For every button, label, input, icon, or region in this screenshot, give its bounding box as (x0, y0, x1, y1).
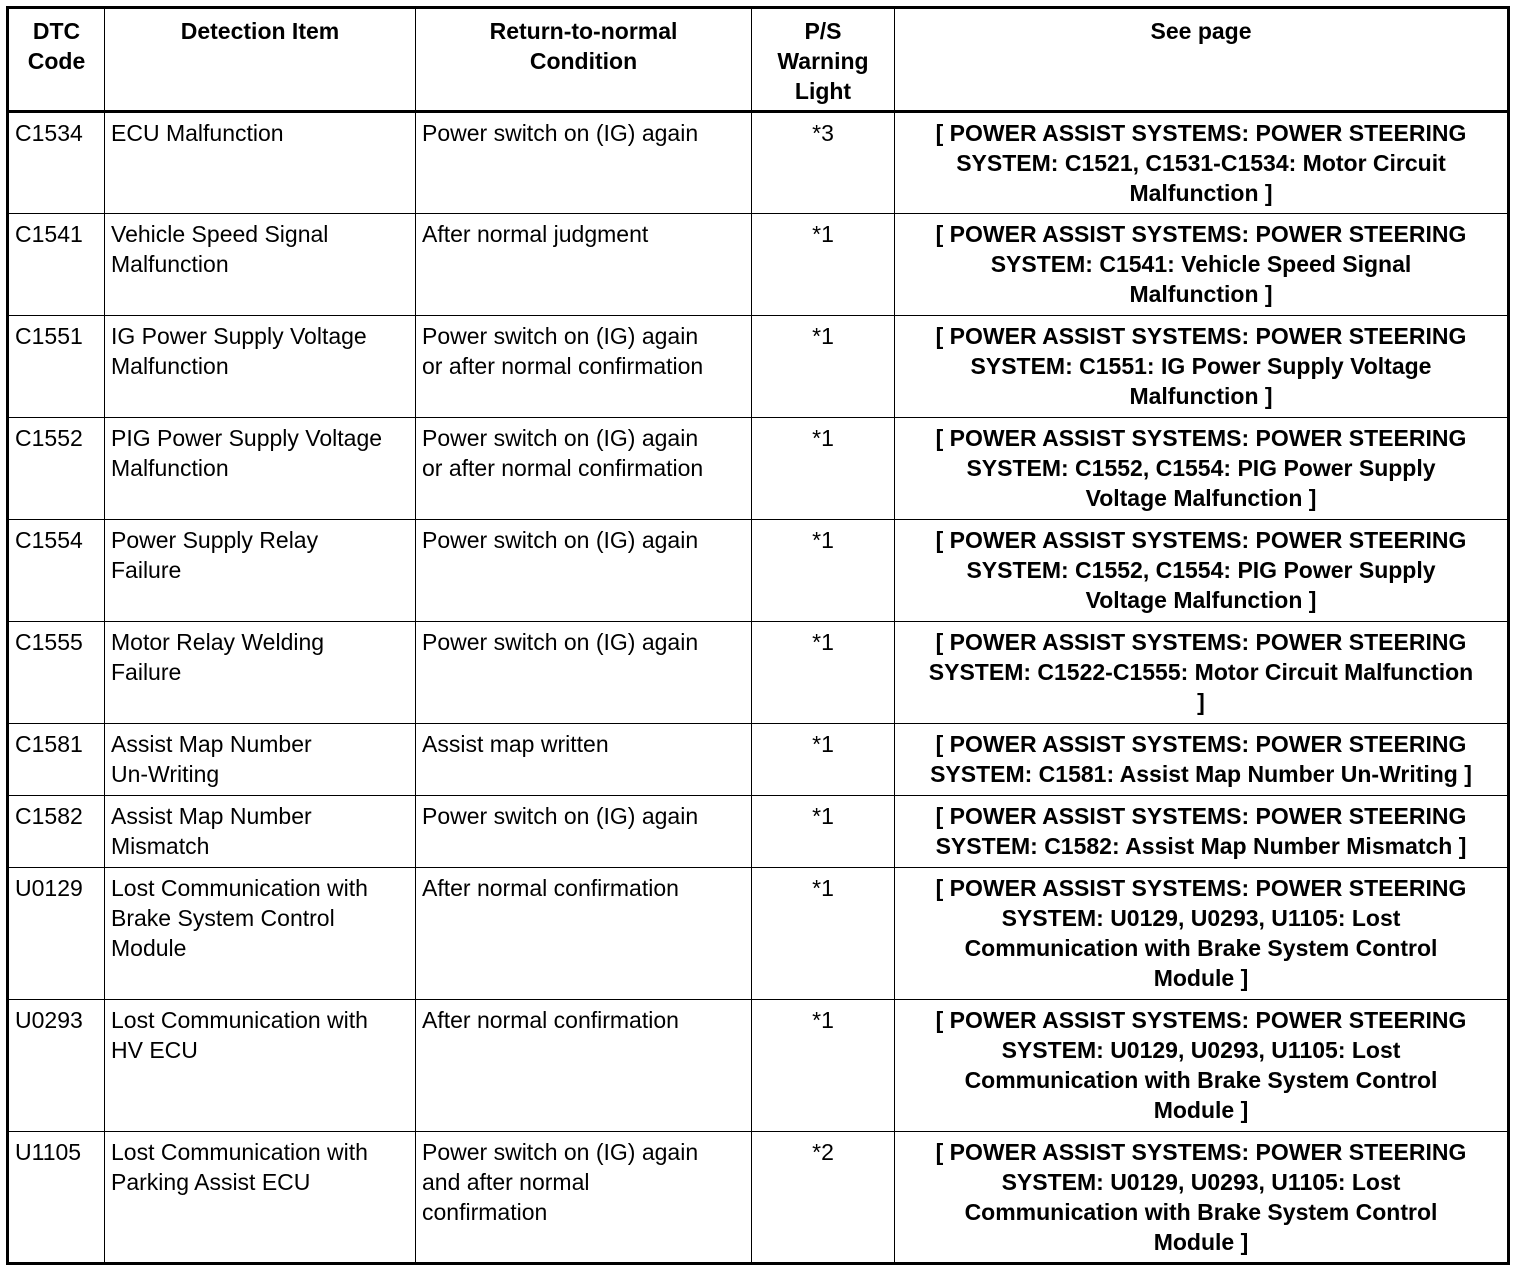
text-line: Failure (111, 557, 182, 583)
return-condition-cell (416, 868, 752, 1000)
header-ps-warning-light (752, 8, 895, 112)
return-condition-cell (416, 796, 752, 868)
text-line: Power switch on (IG) again (422, 629, 699, 655)
ps-warning-light-cell: *1 (752, 868, 895, 1000)
ps-warning-light-cell: *1 (752, 622, 895, 724)
header-see-page (895, 8, 1509, 112)
text-line: confirmation (422, 1199, 548, 1225)
text-line: Lost Communication with (111, 1139, 368, 1165)
text-line: Detection Item (180, 18, 340, 44)
text-line: [ POWER ASSIST SYSTEMS: POWER STEERING (935, 221, 1467, 247)
text-line: Assist Map Number (111, 731, 312, 757)
text-line: Module (111, 935, 187, 961)
dtc-code-cell: U1105 (8, 1132, 105, 1264)
ps-warning-light-cell: *1 (752, 796, 895, 868)
dtc-code-cell: U0293 (8, 1000, 105, 1132)
see-page-link (895, 796, 1509, 868)
text-line: Malfunction (111, 455, 229, 481)
ps-warning-light-cell: *2 (752, 1132, 895, 1264)
table-row (8, 868, 1509, 1000)
dtc-code-cell: C1551 (8, 316, 105, 418)
dtc-table (6, 6, 1510, 1265)
ps-warning-light-cell: *1 (752, 418, 895, 520)
text-line: SYSTEM: C1521, C1531-C1534: Motor Circuit (956, 150, 1446, 176)
see-page-link (895, 724, 1509, 796)
text-line: Module ] (1153, 965, 1249, 991)
text-line: After normal confirmation (422, 1007, 679, 1033)
text-line: [ POWER ASSIST SYSTEMS: POWER STEERING (935, 120, 1467, 146)
ps-warning-light-cell: *1 (752, 520, 895, 622)
return-condition-cell (416, 316, 752, 418)
text-line: Vehicle Speed Signal (111, 221, 329, 247)
text-line: Malfunction ] (1129, 383, 1273, 409)
text-line: Light (794, 78, 852, 104)
table-row (8, 1132, 1509, 1264)
table-row (8, 418, 1509, 520)
table-header (8, 8, 1509, 112)
text-line: or after normal confirmation (422, 455, 704, 481)
text-line: Warning (777, 48, 869, 74)
text-line: [ POWER ASSIST SYSTEMS: POWER STEERING (935, 629, 1467, 655)
see-page-link (895, 868, 1509, 1000)
ps-warning-light-cell: *1 (752, 1000, 895, 1132)
text-line: Mismatch (111, 833, 210, 859)
text-line: Condition (529, 48, 638, 74)
text-line: After normal judgment (422, 221, 649, 247)
ps-warning-light-cell: *1 (752, 214, 895, 316)
return-condition-cell (416, 724, 752, 796)
dtc-code-cell: C1541 (8, 214, 105, 316)
text-line: Malfunction ] (1129, 180, 1273, 206)
text-line: Voltage Malfunction ] (1085, 587, 1317, 613)
text-line: Power switch on (IG) again (422, 803, 699, 829)
text-line: SYSTEM: C1582: Assist Map Number Mismatch ] (935, 833, 1467, 859)
dtc-code-cell: C1552 (8, 418, 105, 520)
text-line: SYSTEM: U0129, U0293, U1105: Lost (1001, 905, 1401, 931)
text-line: [ POWER ASSIST SYSTEMS: POWER STEERING (935, 875, 1467, 901)
text-line: Power switch on (IG) again (422, 425, 699, 451)
detection-item-cell (105, 418, 416, 520)
return-condition-cell (416, 112, 752, 214)
text-line: Brake System Control (111, 905, 335, 931)
dtc-code-cell: C1581 (8, 724, 105, 796)
detection-item-cell (105, 316, 416, 418)
text-line: [ POWER ASSIST SYSTEMS: POWER STEERING (935, 1007, 1467, 1033)
text-line: Communication with Brake System Control (964, 1199, 1438, 1225)
detection-item-cell (105, 622, 416, 724)
text-line: Power switch on (IG) again (422, 323, 699, 349)
text-line: SYSTEM: C1581: Assist Map Number Un-Writing ] (930, 761, 1472, 787)
detection-item-cell (105, 112, 416, 214)
text-line: [ POWER ASSIST SYSTEMS: POWER STEERING (935, 527, 1467, 553)
dtc-code-cell: U0129 (8, 868, 105, 1000)
table-row (8, 112, 1509, 214)
text-line: SYSTEM: C1541: Vehicle Speed Signal (990, 251, 1412, 277)
detection-item-cell (105, 1000, 416, 1132)
text-line: Voltage Malfunction ] (1085, 485, 1317, 511)
text-line: Power switch on (IG) again (422, 120, 699, 146)
see-page-link (895, 1132, 1509, 1264)
header-row (8, 8, 1509, 112)
text-line: Un-Writing (111, 761, 220, 787)
text-line: Communication with Brake System Control (964, 1067, 1438, 1093)
table-row (8, 520, 1509, 622)
ps-warning-light-cell: *1 (752, 724, 895, 796)
text-line: SYSTEM: U0129, U0293, U1105: Lost (1001, 1169, 1401, 1195)
text-line: Communication with Brake System Control (964, 935, 1438, 961)
text-line: SYSTEM: U0129, U0293, U1105: Lost (1001, 1037, 1401, 1063)
return-condition-cell (416, 1000, 752, 1132)
text-line: ] (1197, 689, 1205, 715)
text-line: After normal confirmation (422, 875, 679, 901)
text-line: PIG Power Supply Voltage (111, 425, 383, 451)
text-line: HV ECU (111, 1037, 198, 1063)
header-return-condition (416, 8, 752, 112)
text-line: Malfunction (111, 353, 229, 379)
text-line: Lost Communication with (111, 1007, 368, 1033)
text-line: Failure (111, 659, 182, 685)
text-line: Power Supply Relay (111, 527, 319, 553)
text-line: Power switch on (IG) again (422, 527, 699, 553)
ps-warning-light-cell: *3 (752, 112, 895, 214)
detection-item-cell (105, 724, 416, 796)
text-line: Assist Map Number (111, 803, 312, 829)
return-condition-cell (416, 1132, 752, 1264)
table-row (8, 1000, 1509, 1132)
see-page-link (895, 1000, 1509, 1132)
table-row (8, 796, 1509, 868)
dtc-code-cell: C1534 (8, 112, 105, 214)
text-line: or after normal confirmation (422, 353, 704, 379)
detection-item-cell (105, 796, 416, 868)
text-line: Motor Relay Welding (111, 629, 325, 655)
text-line: SYSTEM: C1552, C1554: PIG Power Supply (966, 557, 1436, 583)
text-line: Malfunction (111, 251, 229, 277)
see-page-link (895, 418, 1509, 520)
text-line: [ POWER ASSIST SYSTEMS: POWER STEERING (935, 1139, 1467, 1165)
text-line: SYSTEM: C1551: IG Power Supply Voltage (970, 353, 1432, 379)
dtc-code-cell: C1554 (8, 520, 105, 622)
detection-item-cell (105, 868, 416, 1000)
detection-item-cell (105, 520, 416, 622)
text-line: SYSTEM: C1552, C1554: PIG Power Supply (966, 455, 1436, 481)
see-page-link (895, 112, 1509, 214)
header-detection-item (105, 8, 416, 112)
text-line: Parking Assist ECU (111, 1169, 311, 1195)
see-page-link (895, 622, 1509, 724)
table-body (8, 112, 1509, 1264)
text-line: [ POWER ASSIST SYSTEMS: POWER STEERING (935, 731, 1467, 757)
text-line: and after normal (422, 1169, 590, 1195)
text-line: P/S (804, 18, 842, 44)
table-row (8, 214, 1509, 316)
table-row (8, 724, 1509, 796)
text-line: DTC (32, 18, 81, 44)
text-line: See page (1150, 18, 1252, 44)
text-line: Return-to-normal (489, 18, 678, 44)
dtc-code-cell: C1582 (8, 796, 105, 868)
text-line: Assist map written (422, 731, 609, 757)
table-row (8, 316, 1509, 418)
text-line: SYSTEM: C1522-C1555: Motor Circuit Malfunction (928, 659, 1474, 685)
text-line: [ POWER ASSIST SYSTEMS: POWER STEERING (935, 323, 1467, 349)
detection-item-cell (105, 1132, 416, 1264)
text-line: ECU Malfunction (111, 120, 284, 146)
text-line: Code (27, 48, 86, 74)
ps-warning-light-cell: *1 (752, 316, 895, 418)
text-line: Malfunction ] (1129, 281, 1273, 307)
text-line: IG Power Supply Voltage (111, 323, 367, 349)
detection-item-cell (105, 214, 416, 316)
return-condition-cell (416, 520, 752, 622)
table-row (8, 622, 1509, 724)
return-condition-cell (416, 418, 752, 520)
see-page-link (895, 520, 1509, 622)
see-page-link (895, 316, 1509, 418)
return-condition-cell (416, 214, 752, 316)
text-line: Module ] (1153, 1229, 1249, 1255)
text-line: [ POWER ASSIST SYSTEMS: POWER STEERING (935, 425, 1467, 451)
return-condition-cell (416, 622, 752, 724)
see-page-link (895, 214, 1509, 316)
text-line: Module ] (1153, 1097, 1249, 1123)
header-dtc-code (8, 8, 105, 112)
text-line: [ POWER ASSIST SYSTEMS: POWER STEERING (935, 803, 1467, 829)
dtc-code-cell: C1555 (8, 622, 105, 724)
text-line: Lost Communication with (111, 875, 368, 901)
text-line: Power switch on (IG) again (422, 1139, 699, 1165)
